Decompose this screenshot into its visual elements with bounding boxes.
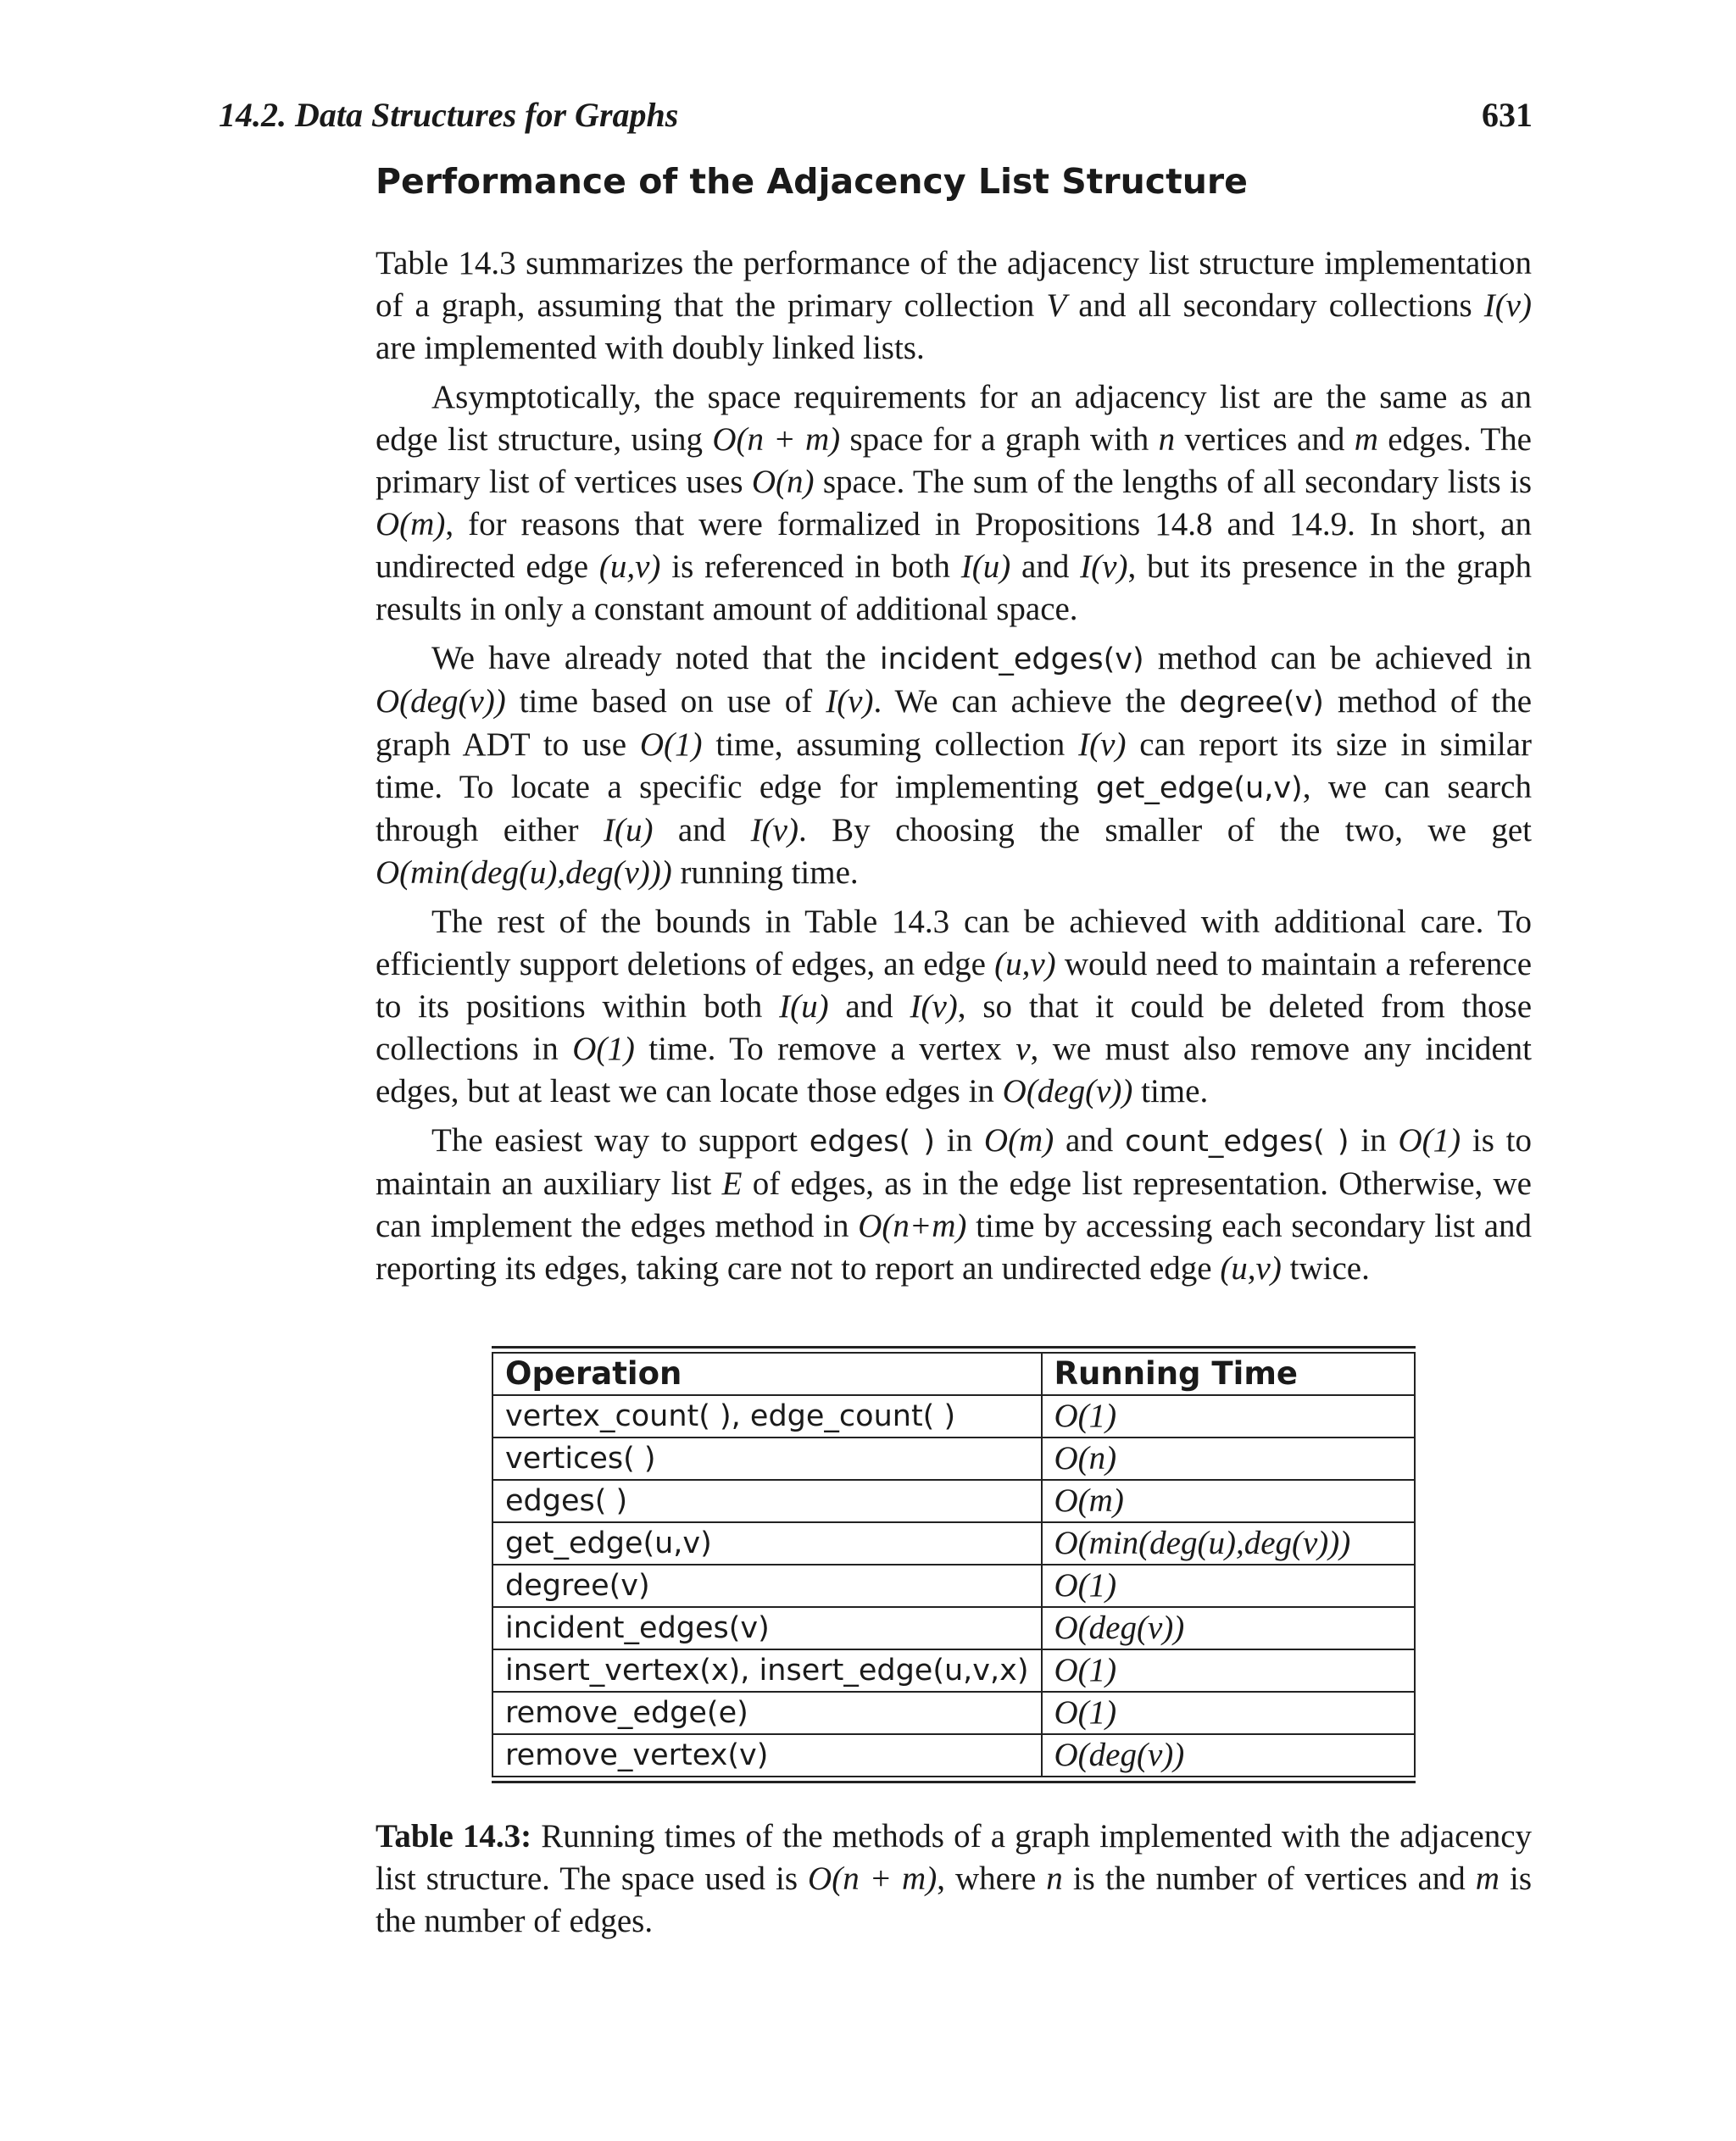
math-expression: O(n+m) (858, 1208, 967, 1244)
math-expression: O(1) (1398, 1122, 1461, 1159)
paragraph (376, 242, 1532, 370)
text-run: can report its size in similar time. To locate a specific edge for implementing (376, 726, 1532, 805)
text-run: twice. (1281, 1250, 1370, 1287)
text-run: would need to maintain a reference to its positions within both (376, 946, 1532, 1025)
table-row (492, 1734, 1415, 1777)
header-operation: Operation (492, 1353, 1042, 1395)
running-time-cell: O(1) (1042, 1649, 1415, 1692)
text-run: , for reasons that were formalized in Propositions 14.8 and 14.9. In short, an undirected edge (376, 506, 1532, 585)
math-expression: O(m) (376, 506, 446, 542)
math-expression: O(n) (751, 464, 815, 500)
paragraph (376, 637, 1532, 894)
math-expression: I(u) (779, 988, 829, 1025)
text-run: and (828, 988, 910, 1025)
table-body (492, 1395, 1415, 1777)
operation-cell: remove_vertex(v) (492, 1734, 1042, 1777)
running-time-cell: O(n) (1042, 1438, 1415, 1480)
table-row (492, 1692, 1415, 1734)
table-row (492, 1649, 1415, 1692)
text-run: space for a graph with (840, 421, 1159, 458)
table-row (492, 1522, 1415, 1565)
math-expression: n (1046, 1860, 1063, 1897)
math-expression: I(u) (604, 812, 654, 848)
running-header (219, 95, 1533, 146)
math-expression: O(deg(v)) (1002, 1073, 1133, 1109)
caption-label: Table 14.3: (376, 1818, 532, 1855)
table-row (492, 1607, 1415, 1649)
text-run: space. The sum of the lengths of all secondary lists is (814, 464, 1532, 500)
running-time-cell: O(1) (1042, 1395, 1415, 1438)
math-expression: I(v) (826, 683, 874, 720)
table-caption (376, 1816, 1532, 1943)
text-run: Table 14.3 summarizes the performance of the adjacency list structure implementation of a graph, assuming that the primary collection (376, 245, 1532, 324)
math-expression: E (721, 1165, 743, 1202)
table-row (492, 1565, 1415, 1607)
text-run: time based on use of (505, 683, 826, 720)
text-run: We have already noted that the (431, 640, 880, 676)
text-run: , where (937, 1860, 1047, 1897)
text-run: time, assuming collection (702, 726, 1079, 763)
math-expression: O(1) (572, 1031, 635, 1067)
running-time-cell: O(1) (1042, 1692, 1415, 1734)
math-expression: I(v) (1078, 726, 1127, 763)
body-text (376, 242, 1532, 1297)
text-run: and all secondary collections (1066, 287, 1484, 324)
code-term: get_edge(u,v) (1095, 771, 1303, 805)
paragraph (376, 1120, 1532, 1290)
text-run: , but its presence in the graph results in only a constant amount of additional space. (376, 548, 1532, 627)
running-time-cell: O(m) (1042, 1480, 1415, 1522)
math-expression: V (1046, 287, 1067, 324)
text-run: edges. The primary list of vertices uses (376, 421, 1532, 500)
code-term: count_edges( ) (1125, 1125, 1349, 1159)
running-times-table (492, 1352, 1416, 1777)
text-run: Running times of the methods of a graph implemented with the adjacency list structure. The space used is (376, 1818, 1533, 1897)
text-run: time. (1132, 1073, 1209, 1109)
text-run: , so that it could be deleted from those collections in (376, 988, 1532, 1067)
table-row (492, 1480, 1415, 1522)
text-run: is referenced in both (660, 548, 961, 585)
text-run: The rest of the bounds in Table 14.3 can be achieved with additional care. To efficiently support deletions of edges, an edge (376, 904, 1532, 982)
math-expression: I(v) (750, 812, 798, 848)
code-term: incident_edges(v) (879, 642, 1144, 676)
text-run: The easiest way to support (431, 1122, 810, 1159)
running-time-cell: O(deg(v)) (1042, 1607, 1415, 1649)
math-expression: n (1158, 421, 1176, 458)
text-run: , we can search through either (376, 769, 1532, 848)
running-time-cell: O(1) (1042, 1565, 1415, 1607)
table-row (492, 1395, 1415, 1438)
text-run: method can be achieved in (1143, 640, 1532, 676)
section-title: Performance of the Adjacency List Structure (376, 161, 1248, 202)
text-run: , we must also remove any incident edges, but at least we can locate those edges in (376, 1031, 1532, 1109)
text-run: is the number of edges. (376, 1860, 1533, 1939)
text-run: and (1054, 1122, 1126, 1159)
math-expression: (u,v) (1220, 1250, 1282, 1287)
paragraph (376, 376, 1532, 631)
math-expression: O(n + m) (712, 421, 841, 458)
text-run: is the number of vertices and (1062, 1860, 1476, 1897)
text-run: time by accessing each secondary list and reporting its edges, taking care not to report an undirected edge (376, 1208, 1532, 1287)
running-time-cell: O(min(deg(u),deg(v))) (1042, 1522, 1415, 1565)
math-expression: O(n + m) (808, 1860, 938, 1897)
running-times-table-frame (492, 1346, 1416, 1783)
paragraph (376, 901, 1532, 1113)
math-expression: m (1475, 1860, 1500, 1897)
text-run: . By choosing the smaller of the two, we get (798, 812, 1532, 848)
text-run: . We can achieve the (873, 683, 1180, 720)
text-run: is to maintain an auxiliary list (376, 1122, 1533, 1202)
text-run: running time. (671, 854, 859, 891)
page-number: 631 (1482, 96, 1533, 134)
text-run: in (1349, 1122, 1399, 1159)
text-run: Asymptotically, the space requirements for an adjacency list are the same as an edge list structure, using (376, 379, 1532, 458)
text-run: and (653, 812, 751, 848)
operation-cell: get_edge(u,v) (492, 1522, 1042, 1565)
math-expression: I(v) (1483, 287, 1532, 324)
table-header-row (492, 1353, 1415, 1395)
running-time-cell: O(deg(v)) (1042, 1734, 1415, 1777)
operation-cell: insert_vertex(x), insert_edge(u,v,x) (492, 1649, 1042, 1692)
header-running-time: Running Time (1042, 1353, 1415, 1395)
code-term: edges( ) (809, 1125, 935, 1159)
math-expression: v (1015, 1031, 1031, 1067)
header-section: 14.2. Data Structures for Graphs (219, 96, 679, 134)
operation-cell: vertices( ) (492, 1438, 1042, 1480)
math-expression: O(1) (639, 726, 703, 763)
math-expression: (u,v) (994, 946, 1056, 982)
operation-cell: remove_edge(e) (492, 1692, 1042, 1734)
math-expression: O(min(deg(u),deg(v))) (376, 854, 672, 891)
operation-cell: incident_edges(v) (492, 1607, 1042, 1649)
math-expression: O(deg(v)) (376, 683, 506, 720)
text-run: vertices and (1175, 421, 1355, 458)
math-expression: I(v) (1080, 548, 1128, 585)
operation-cell: edges( ) (492, 1480, 1042, 1522)
table-row (492, 1438, 1415, 1480)
text-run: and (1010, 548, 1081, 585)
operation-cell: vertex_count( ), edge_count( ) (492, 1395, 1042, 1438)
math-expression: I(v) (910, 988, 958, 1025)
math-expression: O(m) (983, 1122, 1054, 1159)
text-run: time. To remove a vertex (634, 1031, 1016, 1067)
text-run: of edges, as in the edge list representation. Otherwise, we can implement the edges method in (376, 1165, 1532, 1244)
math-expression: m (1354, 421, 1378, 458)
code-term: degree(v) (1179, 686, 1324, 720)
operation-cell: degree(v) (492, 1565, 1042, 1607)
text-run: in (935, 1122, 984, 1159)
math-expression: (u,v) (598, 548, 661, 585)
text-run: are implemented with doubly linked lists. (376, 330, 925, 366)
text-run: method of the graph ADT to use (376, 683, 1532, 763)
math-expression: I(u) (960, 548, 1011, 585)
